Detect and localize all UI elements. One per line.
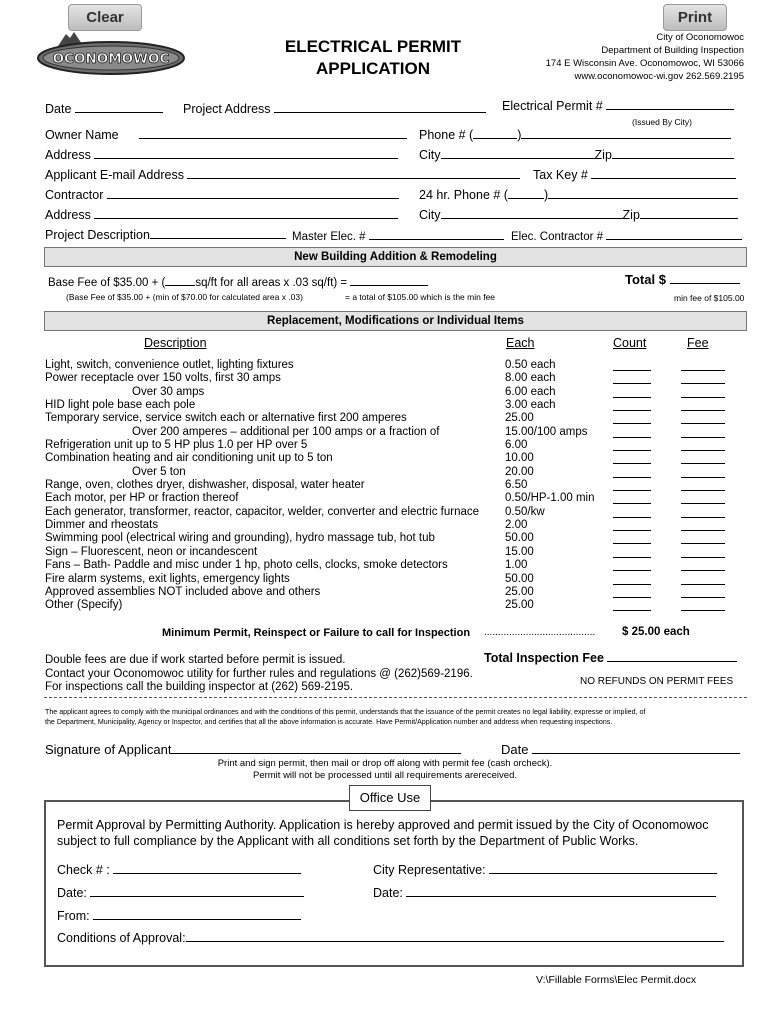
- fee-item-description: Over 200 amperes – additional per 100 amps or a fraction of: [132, 425, 440, 438]
- fee-item-count-input[interactable]: [613, 372, 651, 384]
- fee-item-fee-input[interactable]: [681, 386, 725, 398]
- fee-item-each: 50.00: [505, 532, 534, 545]
- tax-key-field[interactable]: Tax Key #: [533, 167, 736, 182]
- minimum-permit-value: $ 25.00 each: [622, 626, 690, 638]
- fee-item-count-input[interactable]: [613, 532, 651, 544]
- fee-item-fee-input[interactable]: [681, 439, 725, 451]
- fee-item-count-input[interactable]: [613, 573, 651, 585]
- fee-item-fee-input[interactable]: [681, 466, 725, 478]
- col-count: Count: [613, 336, 647, 350]
- fee-item-fee-input[interactable]: [681, 372, 725, 384]
- project-description-field[interactable]: Project Description: [45, 227, 286, 242]
- fee-item-each: 15.00: [505, 545, 534, 558]
- total-field[interactable]: Total $: [625, 272, 740, 287]
- fee-item-count-input[interactable]: [613, 399, 651, 411]
- fee-item-fee-input[interactable]: [681, 546, 725, 558]
- fee-item-each: 3.00 each: [505, 399, 556, 412]
- fee-item-count-input[interactable]: [613, 559, 651, 571]
- fee-item-count-input[interactable]: [613, 519, 651, 531]
- fee-item-count-input[interactable]: [613, 466, 651, 478]
- phone-24hr-field[interactable]: 24 hr. Phone # ( ): [419, 187, 738, 202]
- city-representative-field[interactable]: City Representative:: [373, 862, 717, 877]
- fee-item-count-input[interactable]: [613, 426, 651, 438]
- replacement-header: Replacement, Modifications or Individual Items: [44, 311, 747, 331]
- date-field[interactable]: Date: [45, 101, 163, 116]
- fee-item-description: Combination heating and air conditioning unit up to 5 ton: [45, 452, 333, 465]
- fee-item-count-input[interactable]: [613, 386, 651, 398]
- fee-item-fee-input[interactable]: [681, 479, 725, 491]
- agreement-text: The applicant agrees to comply with the municipal ordinances and with the conditions of this permit, understands that the issuance of the permit creates no legal liability, expresse or implied, of the Department, Municipality, Agency or Inspector, and certifies that all the above information is accurate. Have Permit/Application number and address when requesting inspections.: [45, 708, 646, 726]
- fee-item-count-input[interactable]: [613, 506, 651, 518]
- fee-item-fee-input[interactable]: [681, 573, 725, 585]
- fee-item-each: 25.00: [505, 585, 534, 598]
- fee-item-fee-input[interactable]: [681, 359, 725, 371]
- col-description: Description: [144, 336, 207, 350]
- fee-item-fee-input[interactable]: [681, 426, 725, 438]
- fee-item-description: Range, oven, clothes dryer, dishwasher, disposal, water heater: [45, 479, 365, 492]
- fee-item-description: Fans – Bath- Paddle and misc under 1 hp, photo cells, clocks, smoke detectors: [45, 559, 448, 572]
- fee-item-description: Refrigeration unit up to 5 HP plus 1.0 per HP over 5: [45, 439, 308, 452]
- fee-item-description: Each generator, transformer, reactor, capacitor, welder, converter and electric furnace: [45, 505, 480, 518]
- fee-item-count-input[interactable]: [613, 439, 651, 451]
- contractor-field[interactable]: Contractor: [45, 187, 399, 202]
- fee-item-count-input[interactable]: [613, 359, 651, 371]
- fee-item-description: Approved assemblies NOT included above and others: [45, 585, 321, 598]
- fee-item-each: 6.00 each: [505, 385, 556, 398]
- fee-item-count-input[interactable]: [613, 479, 651, 491]
- contractor-address-field[interactable]: Address: [45, 207, 398, 222]
- signature-date-field[interactable]: Date: [501, 742, 740, 757]
- fee-item-each: 0.50 each: [505, 359, 556, 371]
- fee-item-count-input[interactable]: [613, 599, 651, 611]
- fee-item-fee-input[interactable]: [681, 519, 725, 531]
- fee-item-fee-input[interactable]: [681, 532, 725, 544]
- owner-address-field[interactable]: Address: [45, 147, 398, 162]
- fee-item-description: Sign – Fluorescent, neon or incandescent: [45, 545, 258, 558]
- fee-item-description: Light, switch, convenience outlet, lighting fixtures: [45, 359, 294, 371]
- office-date-field[interactable]: Date:: [57, 885, 304, 900]
- fee-item-description: Other (Specify): [45, 599, 123, 612]
- fee-item-each: 10.00: [505, 452, 534, 465]
- submission-instructions: Print and sign permit, then mail or drop off along with permit fee (cash orcheck). Permit will not be processed until all requirements arereceived.: [217, 758, 553, 781]
- fee-item-each: 0.50/kw: [505, 505, 545, 518]
- department-contact: City of Oconomowoc Department of Building Inspection 174 E Wisconsin Ave. Oconomowoc, WI 53066 www.oconomowoc-wi.gov 262.569.2195: [545, 32, 744, 82]
- fee-item-count-input[interactable]: [613, 412, 651, 424]
- min-fee-right-note: min fee of $105.00: [674, 293, 745, 303]
- contractor-city-zip-field[interactable]: City Zip: [419, 207, 738, 222]
- fee-item-description: Dimmer and rheostats: [45, 519, 159, 532]
- check-number-field[interactable]: Check # :: [57, 862, 301, 877]
- phone-field[interactable]: Phone # ( ): [419, 127, 731, 142]
- min-fee-note: = a total of $105.00 which is the min fee: [345, 292, 496, 302]
- divider: [44, 697, 747, 698]
- fee-item-each: 8.00 each: [505, 372, 556, 385]
- fee-item-count-input[interactable]: [613, 546, 651, 558]
- office-use-tab: Office Use: [349, 785, 431, 811]
- master-elec-field[interactable]: Master Elec. #: [292, 228, 504, 243]
- fee-item-count-input[interactable]: [613, 586, 651, 598]
- fee-item-fee-input[interactable]: [681, 452, 725, 464]
- fee-item-count-input[interactable]: [613, 452, 651, 464]
- clear-button[interactable]: Clear: [68, 4, 142, 31]
- fee-item-each: 25.00: [505, 412, 534, 425]
- fee-item-fee-input[interactable]: [681, 599, 725, 611]
- form-title: ELECTRICAL PERMIT APPLICATION: [284, 37, 462, 78]
- fee-item-description: Over 5 ton: [132, 465, 186, 478]
- fee-item-each: 25.00: [505, 599, 534, 612]
- owner-name-field[interactable]: Owner Name: [45, 127, 407, 142]
- fee-item-fee-input[interactable]: [681, 492, 725, 504]
- office-date2-field[interactable]: Date:: [373, 885, 716, 900]
- fee-item-each: 2.00: [505, 519, 528, 532]
- fee-item-description: HID light pole base each pole: [45, 399, 196, 412]
- fee-item-description: Swimming pool (electrical wiring and grounding), hydro massage tub, hot tub: [45, 532, 435, 545]
- from-field[interactable]: From:: [57, 908, 301, 923]
- fee-item-each: 20.00: [505, 465, 534, 478]
- fee-item-count-input[interactable]: [613, 492, 651, 504]
- base-fee-field[interactable]: Base Fee of $35.00 + ( sq/ft for all areas x .03 sq/ft) =: [48, 274, 428, 289]
- fee-item-each: 15.00/100 amps: [505, 425, 588, 438]
- col-each: Each: [506, 336, 535, 350]
- fee-item-each: 0.50/HP-1.00 min: [505, 492, 595, 505]
- fee-item-description: Over 30 amps: [132, 385, 205, 398]
- new-building-header: New Building Addition & Remodeling: [44, 247, 747, 267]
- fee-item-fee-input[interactable]: [681, 586, 725, 598]
- applicant-email-field[interactable]: Applicant E-mail Address: [45, 167, 520, 182]
- fee-item-fee-input[interactable]: [681, 412, 725, 424]
- fee-notes: Double fees are due if work started before permit is issued. Contact your Oconomowoc utility for further rules and regulations @ (262)569-2196. For inspections call the building inspector at (262) 569-2195.: [45, 654, 473, 693]
- fee-item-each: 6.00: [505, 439, 528, 452]
- no-refunds-note: NO REFUNDS ON PERMIT FEES: [580, 676, 734, 687]
- approval-statement: Permit Approval by Permitting Authority. Application is hereby approved and permit issued by the City of Oconomowoc subject to full compliance by the Applicant with all conditions set forth by the Department of Public Works.: [57, 818, 709, 848]
- fee-item-fee-input[interactable]: [681, 559, 725, 571]
- fee-item-description: Each motor, per HP or fraction thereof: [45, 492, 239, 505]
- col-fee: Fee: [687, 336, 709, 350]
- issued-by-city-note: (Issued By City): [632, 117, 692, 127]
- fee-item-description: Fire alarm systems, exit lights, emergency lights: [45, 572, 290, 585]
- city-logo: [36, 28, 186, 76]
- fee-item-fee-input[interactable]: [681, 506, 725, 518]
- fee-item-each: 6.50: [505, 479, 528, 492]
- minimum-permit-label: Minimum Permit, Reinspect or Failure to call for Inspection: [162, 627, 471, 639]
- elec-contractor-field[interactable]: Elec. Contractor #: [511, 228, 742, 243]
- electrical-permit-field[interactable]: Electrical Permit #: [502, 98, 734, 113]
- project-address-field[interactable]: Project Address: [183, 101, 486, 116]
- signature-field[interactable]: Signature of Applicant: [45, 742, 461, 757]
- fee-item-description: Temporary service, service switch each or alternative first 200 amperes: [45, 412, 407, 425]
- total-inspection-fee-field[interactable]: Total Inspection Fee: [484, 650, 737, 665]
- fee-item-each: 1.00: [505, 559, 528, 572]
- conditions-of-approval-field[interactable]: Conditions of Approval:: [57, 930, 724, 945]
- fee-item-description: Power receptacle over 150 volts, first 30 amps: [45, 372, 281, 385]
- print-button[interactable]: Print: [663, 4, 727, 31]
- base-fee-note: (Base Fee of $35.00 + (min of $70.00 for calculated area x .03): [66, 292, 303, 302]
- fee-item-each: 50.00: [505, 572, 534, 585]
- owner-city-zip-field[interactable]: City Zip: [419, 147, 734, 162]
- minimum-permit-dots: ........................................: [484, 627, 596, 638]
- fee-item-fee-input[interactable]: [681, 399, 725, 411]
- logo-text: OCONOMOWOC: [52, 51, 170, 67]
- file-path-footer: V:\Fillable Forms\Elec Permit.docx: [536, 974, 697, 986]
